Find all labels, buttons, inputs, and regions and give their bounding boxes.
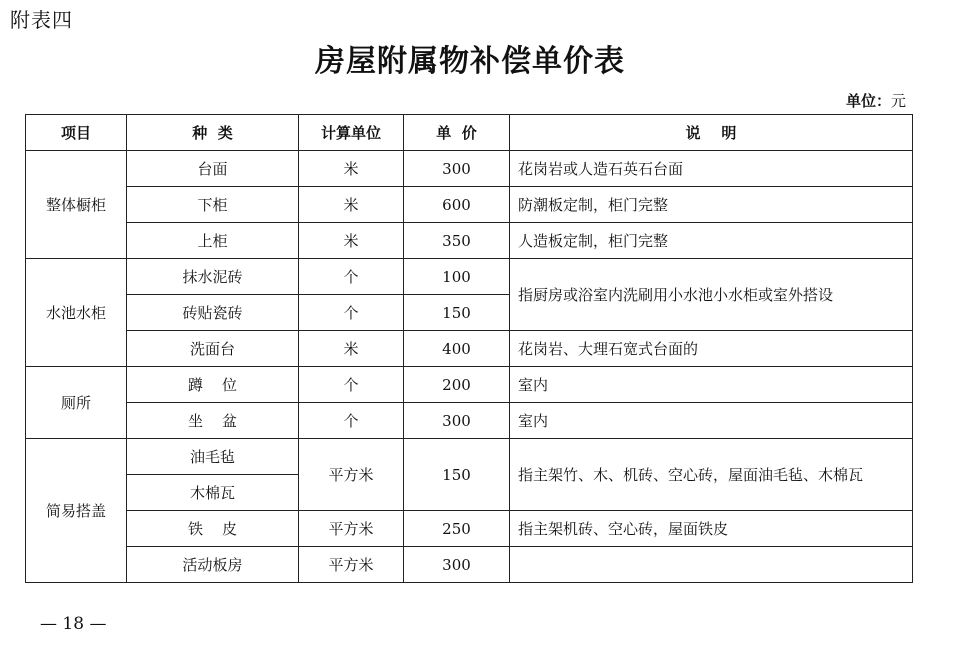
table-row — [26, 367, 913, 403]
cell-type: 铁 皮 — [127, 511, 299, 547]
unit-note — [846, 90, 906, 111]
header-row — [26, 115, 913, 151]
appendix-label: 附表四 — [10, 8, 73, 32]
header-type: 种 类 — [127, 115, 299, 151]
cell-type: 上柜 — [127, 223, 299, 259]
cell-unit: 米 — [299, 151, 404, 187]
cell-price: 300 — [404, 547, 510, 583]
cell-unit: 个 — [299, 367, 404, 403]
cell-note — [510, 547, 913, 583]
cell-unit: 平方米 — [299, 439, 404, 511]
cell-type: 活动板房 — [127, 547, 299, 583]
cell-unit: 米 — [299, 187, 404, 223]
cell-unit: 个 — [299, 295, 404, 331]
header-note: 说 明 — [510, 115, 913, 151]
cell-type: 抹水泥砖 — [127, 259, 299, 295]
group-name: 简易搭盖 — [26, 439, 127, 583]
cell-unit: 平方米 — [299, 547, 404, 583]
cell-type: 蹲 位 — [127, 367, 299, 403]
cell-price: 200 — [404, 367, 510, 403]
cell-note: 花岗岩或人造石英石台面 — [510, 151, 913, 187]
cell-type: 坐 盆 — [127, 403, 299, 439]
cell-note: 指主架竹、木、机砖、空心砖，屋面油毛毡、木棉瓦 — [510, 439, 913, 511]
cell-price: 150 — [404, 439, 510, 511]
group-name: 水池水柜 — [26, 259, 127, 367]
group-name: 整体橱柜 — [26, 151, 127, 259]
table-row — [26, 439, 913, 475]
cell-unit: 米 — [299, 331, 404, 367]
cell-unit: 个 — [299, 259, 404, 295]
cell-type: 木棉瓦 — [127, 475, 299, 511]
cell-type: 油毛毡 — [127, 439, 299, 475]
cell-type: 下柜 — [127, 187, 299, 223]
cell-price: 250 — [404, 511, 510, 547]
header-unit: 计算单位 — [299, 115, 404, 151]
cell-note: 指厨房或浴室内洗刷用小水池小水柜或室外搭设 — [510, 259, 913, 331]
compensation-table — [25, 114, 913, 583]
cell-price: 300 — [404, 403, 510, 439]
table-row — [26, 223, 913, 259]
cell-type: 砖贴瓷砖 — [127, 295, 299, 331]
table-row — [26, 331, 913, 367]
table-row — [26, 151, 913, 187]
cell-type: 台面 — [127, 151, 299, 187]
cell-price: 350 — [404, 223, 510, 259]
header-item: 项目 — [26, 115, 127, 151]
cell-unit: 米 — [299, 223, 404, 259]
table-row — [26, 547, 913, 583]
cell-price: 100 — [404, 259, 510, 295]
unit-label: 单位： — [845, 92, 891, 110]
cell-price: 400 — [404, 331, 510, 367]
cell-unit: 平方米 — [299, 511, 404, 547]
table-row — [26, 403, 913, 439]
page-number: — 18 — — [40, 614, 107, 634]
cell-note: 室内 — [510, 403, 913, 439]
cell-unit: 个 — [299, 403, 404, 439]
cell-note: 防潮板定制，柜门完整 — [510, 187, 913, 223]
cell-note: 花岗岩、大理石宽式台面的 — [510, 331, 913, 367]
cell-note: 指主架机砖、空心砖，屋面铁皮 — [510, 511, 913, 547]
page-title: 房屋附属物补偿单价表 — [315, 44, 625, 79]
cell-note: 室内 — [510, 367, 913, 403]
table-row — [26, 187, 913, 223]
table-row — [26, 511, 913, 547]
cell-price: 600 — [404, 187, 510, 223]
group-name: 厕所 — [26, 367, 127, 439]
unit-value: 元 — [890, 92, 906, 110]
header-price: 单 价 — [404, 115, 510, 151]
table-row — [26, 259, 913, 295]
cell-price: 300 — [404, 151, 510, 187]
cell-type: 洗面台 — [127, 331, 299, 367]
cell-price: 150 — [404, 295, 510, 331]
cell-note: 人造板定制，柜门完整 — [510, 223, 913, 259]
